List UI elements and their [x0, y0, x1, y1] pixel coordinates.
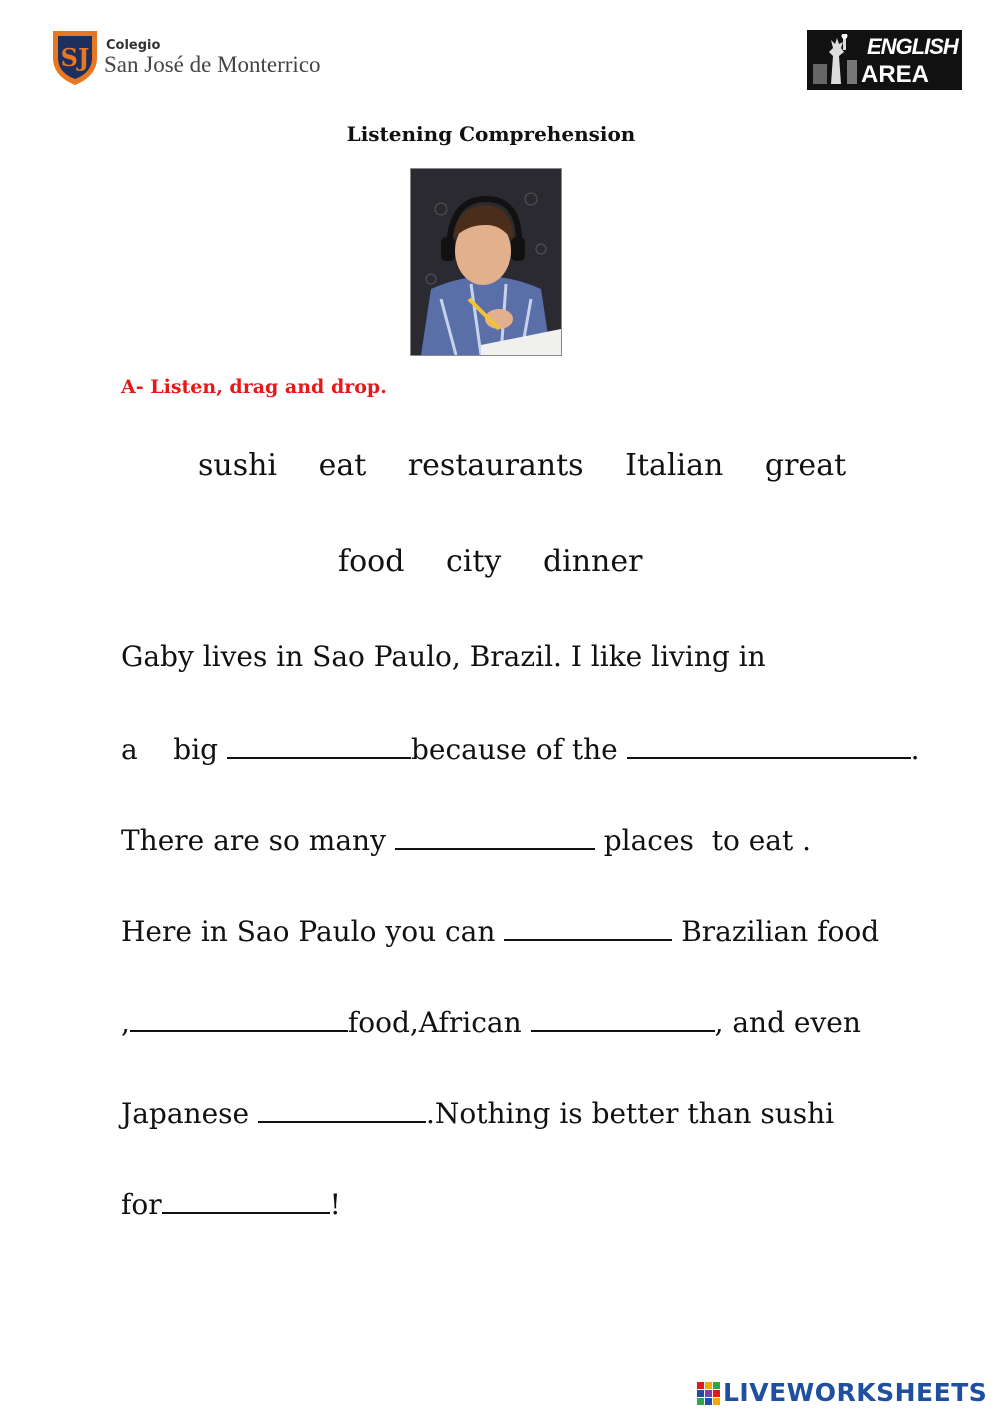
- passage-text: .Nothing is better than sushi: [425, 1097, 835, 1130]
- word-chip[interactable]: food: [338, 544, 405, 579]
- drop-blank-7[interactable]: [258, 1095, 426, 1123]
- school-name: San José de Monterrico: [104, 52, 321, 77]
- word-chip[interactable]: sushi: [198, 448, 278, 483]
- school-crest-icon: [50, 28, 100, 86]
- instruction-text: A- Listen, drag and drop.: [121, 376, 387, 398]
- passage-text: .: [910, 733, 920, 766]
- drop-blank-1[interactable]: [227, 731, 411, 759]
- boy-listening-photo: [410, 168, 562, 356]
- drop-blank-6[interactable]: [531, 1004, 715, 1032]
- drop-blank-4[interactable]: [504, 913, 672, 941]
- passage-line: [121, 640, 766, 673]
- passage-text: ,: [121, 1006, 130, 1039]
- passage-text: Here in Sao Paulo you can: [121, 915, 505, 948]
- school-logo: [50, 28, 350, 90]
- drop-blank-8[interactable]: [162, 1186, 330, 1214]
- passage-text: There are so many: [121, 824, 395, 857]
- word-bank-row-2: [338, 544, 642, 579]
- page-title: Listening Comprehension: [346, 122, 636, 146]
- word-chip[interactable]: restaurants: [407, 448, 584, 483]
- passage-text: because of the: [411, 733, 627, 766]
- passage-line: [121, 822, 811, 857]
- word-chip[interactable]: Italian: [625, 448, 724, 483]
- badge-word-english: ENGLISH: [867, 34, 958, 59]
- passage-text: food,African: [347, 1006, 531, 1039]
- svg-text:SJ: SJ: [60, 43, 90, 72]
- passage-text: !: [329, 1188, 341, 1221]
- school-label-small: Colegio: [106, 38, 161, 53]
- word-chip[interactable]: eat: [318, 448, 367, 483]
- passage-text: , and even: [714, 1006, 861, 1039]
- liveworksheets-brand: LIVEWORKSHEETS: [723, 1378, 988, 1407]
- passage-text: Gaby lives in Sao Paulo, Brazil. I like living in: [121, 640, 766, 673]
- passage-text: Japanese: [121, 1097, 258, 1130]
- badge-word-area: AREA: [861, 61, 930, 88]
- liveworksheets-logo: [697, 1378, 997, 1408]
- passage-line: [121, 1095, 834, 1130]
- statue-of-liberty-icon: [811, 34, 859, 86]
- passage-text: for: [121, 1188, 162, 1221]
- passage-line: [121, 731, 920, 766]
- passage-text: Brazilian food: [672, 915, 880, 948]
- word-chip[interactable]: great: [764, 448, 847, 483]
- passage-line: [121, 1004, 861, 1039]
- liveworksheets-icon: [697, 1382, 721, 1406]
- passage-line: [121, 913, 879, 948]
- word-bank-row-1: [198, 448, 878, 483]
- passage-line: [121, 1186, 341, 1221]
- word-chip[interactable]: city: [445, 544, 502, 579]
- english-area-badge: [807, 30, 962, 90]
- passage-text: places to eat .: [594, 824, 812, 857]
- drop-blank-3[interactable]: [395, 822, 595, 850]
- drop-blank-2[interactable]: [627, 731, 911, 759]
- word-chip[interactable]: dinner: [542, 544, 643, 579]
- drop-blank-5[interactable]: [130, 1004, 348, 1032]
- passage-text: a big: [121, 733, 227, 766]
